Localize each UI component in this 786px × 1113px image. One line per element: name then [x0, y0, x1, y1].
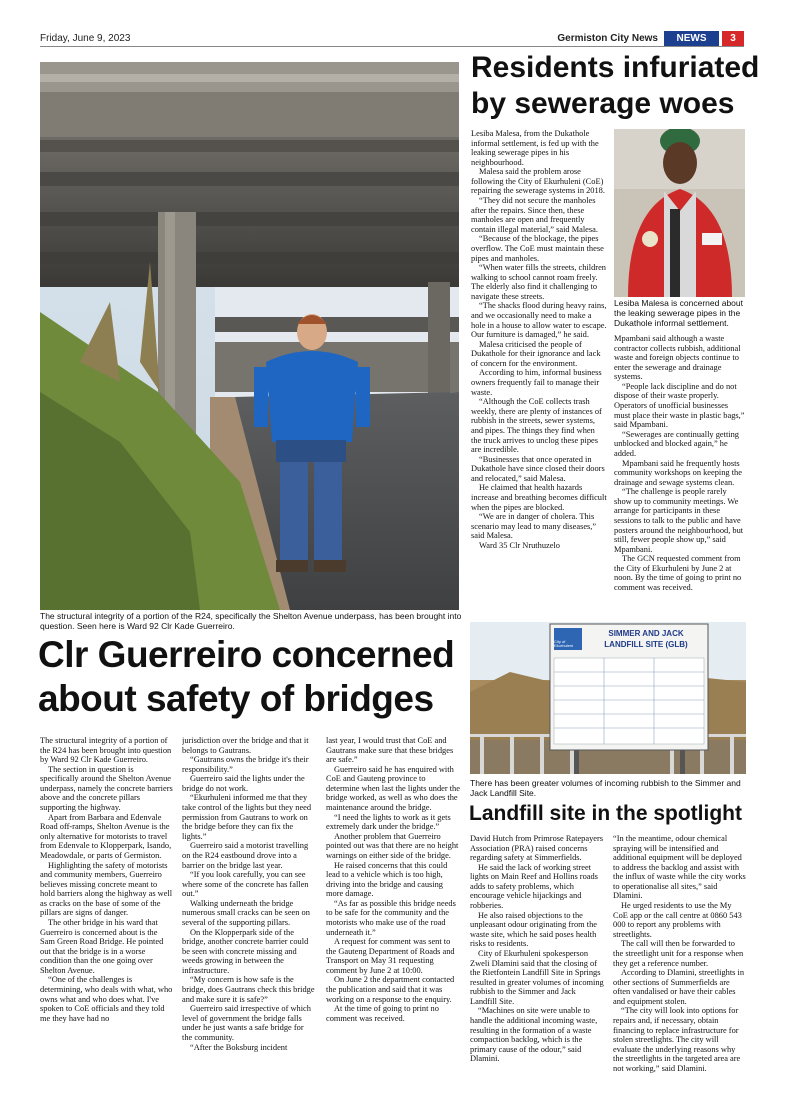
- landfill-article-column-2: [613, 834, 746, 1086]
- landfill-sign-photo: [470, 622, 746, 774]
- sewerage-article-column-2: [614, 334, 745, 610]
- paragraph: Guerreiro said irrespective of which level of government the bridge falls under he just wants a safe bridge for the community.: [182, 1004, 311, 1042]
- paragraph: “After the Boksburg incident: [190, 1042, 288, 1052]
- bridges-article-column-1: [40, 736, 173, 1086]
- paragraph: “The city will look into options for repairs and, if necessary, obtain financing to replace infrastructure for stolen streetlights. The city will evaluate the underlying reasons why the streetlights in the targeted area are not working,” said Dlamini.: [613, 1006, 741, 1073]
- bridges-article-column-3: [326, 736, 460, 1086]
- paragraph: “Gautrans owns the bridge it's their responsibility.”: [182, 755, 309, 774]
- paragraph: City of Ekurhuleni spokesperson Zweli Dlamini said that the closing of the Rietfontein Landfill Site in Springs resulted in greater volumes of incoming rubbish to the Simmer and Jack Landfill Site.: [470, 948, 604, 1006]
- malesa-portrait-photo: [614, 129, 745, 297]
- paragraph: Guerreiro said the lights under the bridge do not work.: [182, 774, 305, 793]
- paragraph: David Hutch from Primrose Ratepayers Association (PRA) raised concerns regarding safety at Simmerfields.: [470, 834, 604, 863]
- page-number: 3: [722, 31, 744, 46]
- paragraph: He raised concerns that this could lead to a vehicle which is too high, driving into the bridge and causing more damage.: [326, 860, 448, 899]
- sewerage-headline-line2: by sewerage woes: [471, 87, 735, 120]
- paragraph: “The shacks flood during heavy rains, and we occasionally need to make a hole in a house to allow water to escape. Our furniture is damaged,” he said.: [471, 301, 607, 340]
- bridge-photo-caption: The structural integrity of a portion of the R24, specifically the Shelton Avenue underpass, has been brought into question. Seen here is Ward 92 Clr Kade Guerreiro.: [40, 611, 462, 632]
- paragraph: jurisdiction over the bridge and that it belongs to Gautrans.: [182, 736, 309, 755]
- paragraph: He also raised objections to the unpleasant odour originating from the waste site, which he said poses health risks to residents.: [470, 910, 597, 949]
- paragraph: Mpambani said although a waste contractor collects rubbish, additional waste and foreign objects continue to enter the sewerage and drainage systems.: [614, 334, 741, 382]
- sewerage-article-column-1: [471, 129, 607, 608]
- paragraph: “People lack discipline and do not dispose of their waste properly. Operators of unofficial businesses must place their waste in plastic bags,” said Mpambani.: [614, 381, 745, 430]
- paragraph: “My concern is how safe is the bridge, does Gautrans check this bridge and make sure it is safe?”: [182, 975, 315, 1004]
- paragraph: Walking underneath the bridge numerous small cracks can be seen on several of the supporting pillars.: [182, 898, 310, 927]
- paragraph: The call will then be forwarded to the streetlight unit for a response when they get a reference number.: [613, 939, 744, 968]
- landfill-sign-title-2: LANDFILL SITE (GLB): [604, 640, 688, 649]
- paragraph: The section in question is specifically around the Shelton Avenue underpass, namely the concrete barriers above and the concrete pillars supporting the highway.: [40, 764, 173, 813]
- paragraph: At the time of going to print no comment was received.: [326, 1004, 439, 1023]
- sewerage-headline-line1: Residents infuriated: [471, 51, 760, 84]
- bridges-article-column-2: [182, 736, 315, 1086]
- paragraph: Another problem that Guerreiro pointed out was that there are no height warnings on either side of the bridge.: [326, 831, 459, 860]
- paragraph: Mpambani said he frequently hosts community workshops on keeping the drainage and sewage systems clean.: [614, 458, 742, 487]
- landfill-article-column-1: [470, 834, 604, 1086]
- paragraph: Guerreiro said he has enquired with CoE and Gauteng province to determine when last the lights under the bridge worked, as well as who does the maintenance around the bridge.: [326, 764, 460, 813]
- paragraph: He said the lack of working street lights on Main Reef and Hollins roads adds to safety problems, which encourage vehicle hijackings and robberies.: [470, 862, 598, 911]
- paragraph: “As far as possible this bridge needs to be safe for the community and the motorists who make use of the road underneath it.”: [326, 898, 456, 937]
- bridge-underpass-photo: [40, 62, 459, 610]
- landfill-sign-logo: City of Ekurhuleni: [554, 639, 573, 648]
- landfill-photo-caption: There has been greater volumes of incoming rubbish to the Simmer and Jack Landfill Site.: [470, 778, 741, 799]
- paragraph: Malesa said the problem arose following the City of Ekurhuleni (CoE) repairing the sewerage systems in 2018.: [471, 167, 605, 196]
- paragraph: On the Klopperpark side of the bridge, another concrete barrier could be seen with concrete missing and weeds growing in between the infrastructure.: [182, 927, 309, 975]
- paragraph: According to him, informal business owners frequently fail to manage their waste.: [471, 368, 602, 397]
- paragraph: “Machines on site were unable to handle the additional incoming waste, resulting in the formation of a waste compaction backlog, which is the primary cause of the odour,” said Dlamini.: [470, 1006, 598, 1064]
- paragraph: Apart from Barbara and Edenvale Road off-ramps, Shelton Avenue is the only alternative for motorists to travel from Edenvale to Klopperpark, Isando, Meadowdale, or parts of Germiston.: [40, 812, 172, 860]
- paragraph: “Because of the blockage, the pipes overflow. The CoE must maintain these pipes and manholes.: [471, 234, 604, 263]
- paragraph: “Businesses that once operated in Dukathole have since closed their doors and relocated,” said Malesa.: [471, 454, 605, 483]
- portrait-illustration: [614, 129, 745, 297]
- paragraph: “Although the CoE collects trash weekly, there are plenty of instances of rubbish in the streets, sewer systems, and pipes. The things they find when the truck arrives to unclog these pipes are incredible.: [471, 397, 602, 455]
- paragraph: “If you look carefully, you can see where some of the concrete has fallen out.”: [182, 870, 309, 899]
- bridges-headline-line1: Clr Guerreiro concerned: [38, 634, 455, 675]
- paragraph: “Sewerages are continually getting unblocked and blocked again,” he added.: [614, 429, 739, 458]
- paragraph: Lesiba Malesa, from the Dukathole informal settlement, is fed up with the leaking sewerage pipes in his neighbourhood.: [471, 129, 599, 167]
- paragraph: The GCN requested comment from the City of Ekurhuleni by June 2 at noon. By the time of going to print no comment was received.: [614, 554, 742, 593]
- publication-date: Friday, June 9, 2023: [40, 33, 131, 44]
- paragraph: “They did not secure the manholes after the repairs. Since then, these manholes are open and frequently contain illegal material,” said Malesa.: [471, 196, 598, 234]
- paragraph: Guerreiro said a motorist travelling on the R24 eastbound drove into a barrier on the bridge last year.: [182, 841, 309, 870]
- landfill-headline: Landfill site in the spotlight: [469, 802, 742, 825]
- paragraph: Ward 35 Clr Nruthuzelo: [479, 540, 560, 550]
- landfill-sign-title-1: SIMMER AND JACK: [608, 629, 684, 638]
- bridges-headline-line2: about safety of bridges: [38, 678, 434, 719]
- paragraph: “One of the challenges is determining, who deals with what, who owns what and who does what. I've spoken to CoE officials and they told me they have had no: [40, 975, 173, 1023]
- bridge-illustration: [40, 62, 459, 610]
- paragraph: A request for comment was sent to the Gauteng Department of Roads and Transport on May 31 requesting comment by June 2 at 10:00.: [326, 937, 455, 975]
- paragraph: On June 2 the department contacted the publication and said that it was working on a response to the enquiry.: [326, 975, 455, 1004]
- paragraph: The structural integrity of a portion of the R24 has been brought into question by Ward 92 Clr Kade Guerreiro.: [40, 736, 172, 765]
- paragraph: “I need the lights to work as it gets extremely dark under the bridge.”: [326, 812, 451, 832]
- paragraph: Highlighting the safety of motorists and community members, Guerreiro believes missing concrete meant to hold barriers along the highway as well as cracks on the base of some of the pillars are signs of danger.: [40, 860, 173, 918]
- paragraph: “The challenge is people rarely show up to community meetings. We arrange for participants in these sessions to talk to the public and have posters around the neighbourhood, but still, fewer people show up,” said Mpambani.: [614, 487, 744, 554]
- paragraph: “Ekurhuleni informed me that they take control of the lights but they need permission from Gautrans to work on the bridge before they can fix the lights.”: [182, 793, 312, 841]
- malesa-photo-caption: Lesiba Malesa is concerned about the leaking sewerage pipes in the Dukathole informal settlement.: [614, 298, 743, 329]
- paragraph: last year, I would trust that CoE and Gautrans make sure that these bridges are safe.”: [326, 736, 454, 765]
- header-divider: [40, 46, 744, 47]
- paragraph: The other bridge in his ward that Guerreiro is concerned about is the Sam Green Road Bridge. He pointed out that the bridge is in a worse condition than the one going over Shelton Avenue.: [40, 917, 164, 975]
- paragraph: Malesa criticised the people of Dukathole for their ignorance and lack of concern for the environment.: [471, 339, 601, 368]
- paragraph: According to Dlamini, streetlights in other sections of Summerfields are often vandalised or have their cables and equipment stolen.: [613, 968, 745, 1006]
- paragraph: “We are in danger of cholera. This scenario may lead to many diseases,” said Malesa.: [471, 512, 597, 541]
- paragraph: “When water fills the streets, children walking to school cannot roam freely. The elderly also find it challenging to navigate these streets.: [471, 263, 606, 301]
- paragraph: He urged residents to use the My CoE app or the call centre at 0860 543 000 to report any problems with streetlights.: [613, 901, 742, 939]
- newspaper-name: Germiston City News: [557, 33, 658, 44]
- paragraph: He claimed that health hazards increase and breathing becomes difficult when the pipes are blocked.: [471, 483, 607, 512]
- paragraph: “In the meantime, odour chemical spraying will be intensified and additional equipment will be deployed to address the backlog and assist with the influx of waste while the city works to operationalise all sites,” said Dlamini.: [613, 834, 746, 901]
- section-label: NEWS: [664, 31, 719, 46]
